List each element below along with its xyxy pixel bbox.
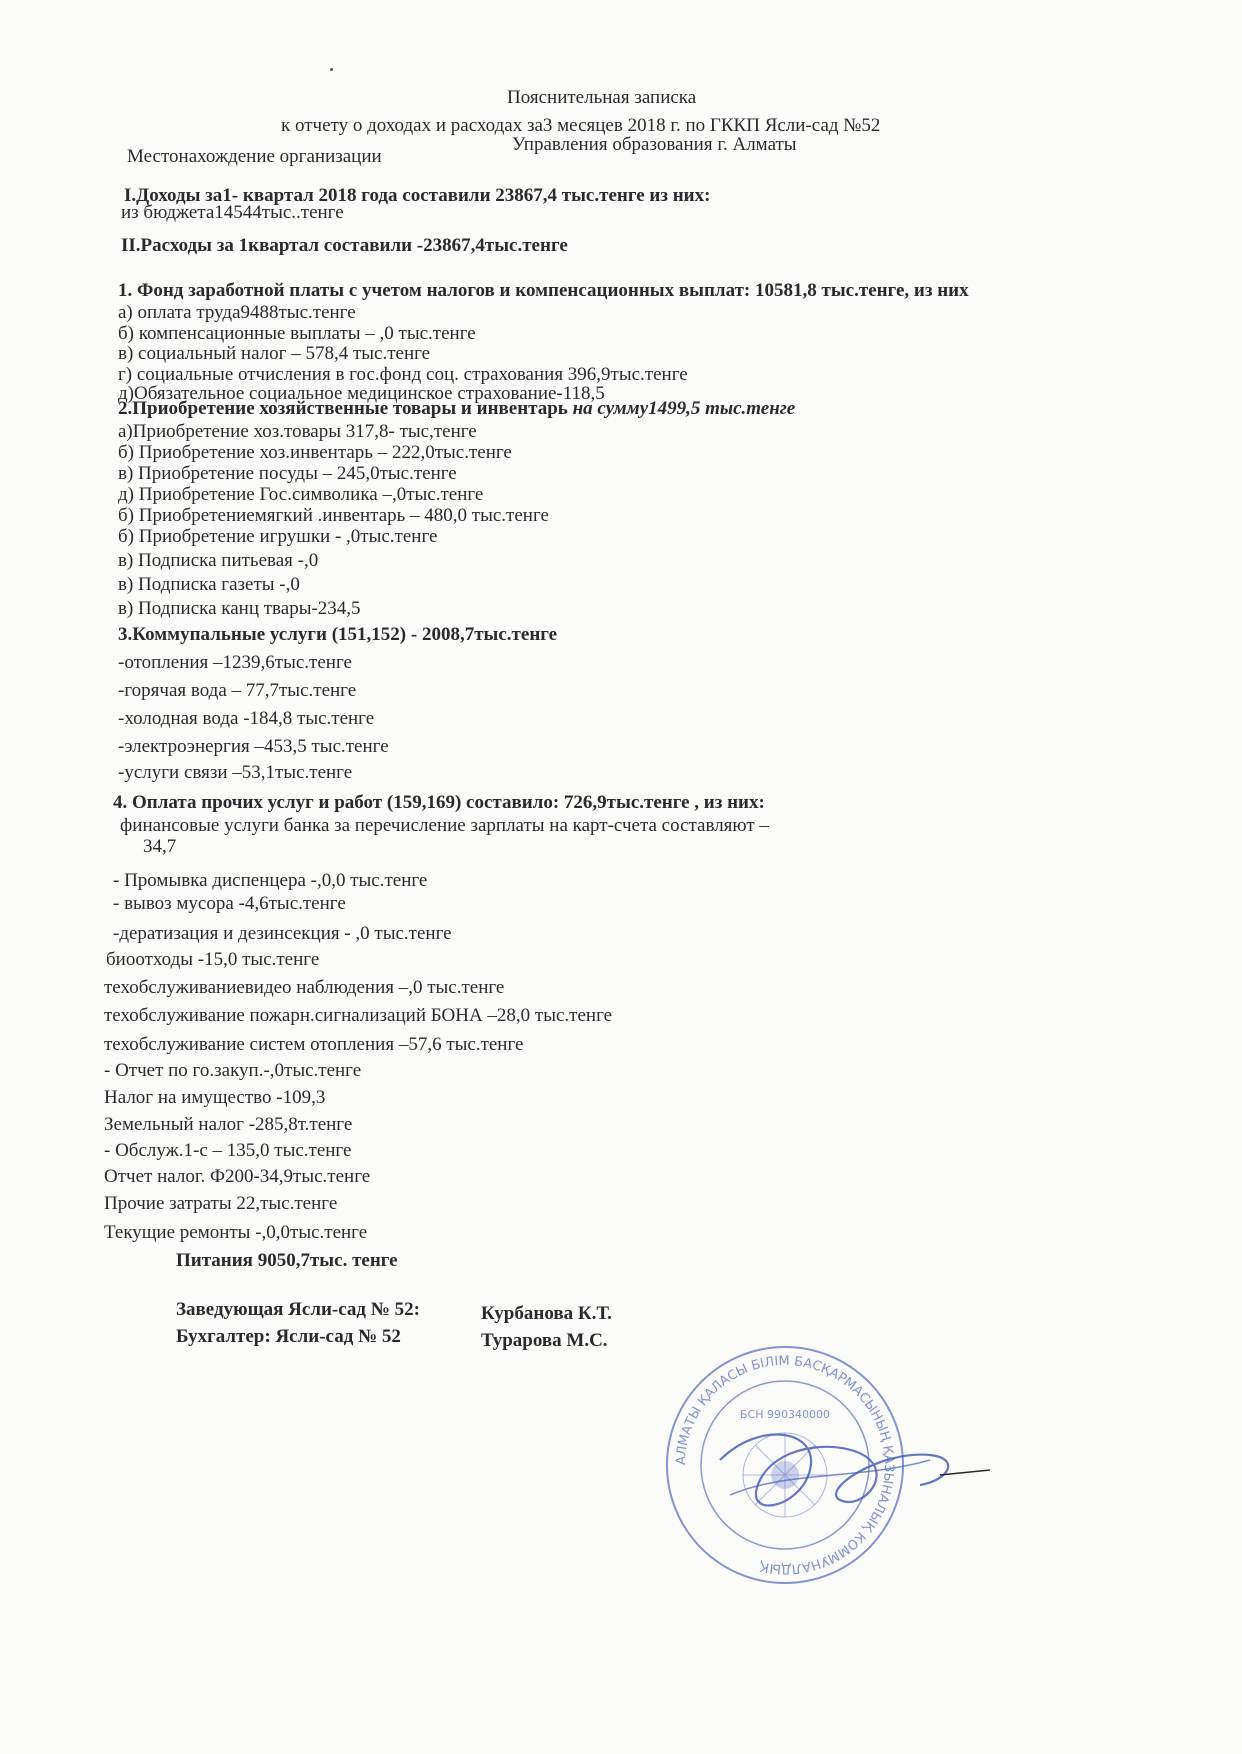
expenses-heading: II.Расходы за 1квартал составили -23867,4тыс.тенге	[121, 235, 568, 256]
stamp-ring-text: АЛМАТЫ ҚАЛАСЫ БІЛІМ БАСҚАРМАСЫНЫҢ ҚАЗЫНАЛЫҚ КОММУНАЛДЫҚ	[673, 1353, 897, 1577]
goods-item: в) Подписка канц твары-234,5	[118, 598, 361, 619]
document-title: Пояснительная записка	[507, 87, 697, 108]
other-item: Прочие затраты 22,тыс.тенге	[104, 1193, 338, 1214]
utilities-item: -отопления –1239,6тыс.тенге	[118, 652, 352, 673]
goods-item: б) Приобретениемягкий .инвентарь – 480,0 тыс.тенге	[118, 505, 549, 526]
document-subtitle: к отчету о доходах и расходах за3 месяцев 2018 г. по ГККП Ясли-сад №52	[281, 115, 881, 136]
income-heading: I.Доходы за1- квартал 2018 года составили 23867,4 тыс.тенге из них:	[124, 185, 711, 206]
goods-heading-main: 2.Приобретение хозяйственные товары и инвентарь	[118, 398, 568, 419]
other-heading: 4. Оплата прочих услуг и работ (159,169) составило: 726,9тыс.тенге , из них:	[113, 792, 765, 813]
payroll-item: а) оплата труда9488тыс.тенге	[118, 302, 356, 323]
other-item: техобслуживаниевидео наблюдения –,0 тыс.тенге	[104, 977, 505, 998]
other-item: Земельный налог -285,8т.тенге	[104, 1114, 353, 1135]
utilities-item: -услуги связи –53,1тыс.тенге	[118, 762, 353, 783]
other-item: -дератизация и дезинсекция - ,0 тыс.тенге	[113, 923, 452, 944]
accountant-name: Турарова М.С.	[481, 1330, 608, 1351]
other-item: техобслуживание пожарн.сигнализаций БОНА –28,0 тыс.тенге	[104, 1005, 613, 1026]
payroll-item: в) социальный налог – 578,4 тыс.тенге	[118, 343, 431, 364]
goods-item: в) Подписка газеты -,0	[118, 574, 300, 595]
goods-heading	[118, 398, 795, 420]
utilities-item: -горячая вода – 77,7тыс.тенге	[118, 680, 357, 701]
other-item: биоотходы -15,0 тыс.тенге	[106, 949, 320, 970]
payroll-item: б) компенсационные выплаты – ,0 тыс.тенге	[118, 323, 476, 344]
other-item: финансовые услуги банка за перечисление зарплаты на карт-счета составляют –	[120, 815, 769, 836]
head-name: Курбанова К.Т.	[481, 1303, 612, 1324]
other-item: - вывоз мусора -4,6тыс.тенге	[113, 893, 346, 914]
payroll-item: г) социальные отчисления в гос.фонд соц. страхования 396,9тыс.тенге	[118, 364, 688, 385]
goods-item: в) Подписка питьевая -,0	[118, 550, 319, 571]
head-role: Заведующая Ясли-сад № 52:	[176, 1299, 420, 1320]
other-item: Налог на имущество -109,3	[104, 1087, 326, 1108]
payroll-item: д)Обязательное социальное медицинское страхование-118,5	[118, 383, 605, 404]
scan-speck	[330, 68, 333, 71]
goods-item: б) Приобретение игрушки - ,0тыс.тенге	[118, 526, 438, 547]
income-budget: из бюджета14544тыс..тенге	[121, 202, 344, 223]
goods-item: д) Приобретение Гос.символика –,0тыс.тенге	[118, 484, 484, 505]
accountant-role: Бухгалтер: Ясли-сад № 52	[176, 1326, 401, 1347]
handwritten-signature-icon	[700, 1400, 1000, 1540]
other-item: техобслуживание систем отопления –57,6 тыс.тенге	[104, 1034, 524, 1055]
department-line: Управления образования г. Алматы	[512, 134, 797, 155]
utilities-item: -электроэнергия –453,5 тыс.тенге	[118, 736, 389, 757]
food-line: Питания 9050,7тыс. тенге	[176, 1250, 398, 1271]
other-item: 34,7	[143, 836, 177, 857]
goods-item: б) Приобретение хоз.инвентарь – 222,0тыс.тенге	[118, 442, 512, 463]
other-item: Текущие ремонты -,0,0тыс.тенге	[104, 1222, 368, 1243]
location-line: Местонахождение организации	[127, 146, 382, 167]
utilities-item: -холодная вода -184,8 тыс.тенге	[118, 708, 375, 729]
payroll-heading: 1. Фонд заработной платы с учетом налогов и компенсационных выплат: 10581,8 тыс.тенге, из них	[118, 280, 969, 301]
other-item: - Отчет по го.закуп.-,0тыс.тенге	[104, 1060, 362, 1081]
stamp-bin: БСН 990340000	[740, 1408, 830, 1421]
goods-item: в) Приобретение посуды – 245,0тыс.тенге	[118, 463, 457, 484]
utilities-heading: 3.Коммупальные услуги (151,152) - 2008,7тыс.тенге	[118, 624, 558, 645]
other-item: - Обслуж.1-с – 135,0 тыс.тенге	[104, 1140, 352, 1161]
other-item: Отчет налог. Ф200-34,9тыс.тенге	[104, 1166, 371, 1187]
other-item: - Промывка диспенцера -,0,0 тыс.тенге	[113, 870, 428, 891]
goods-item: а)Приобретение хоз.товары 317,8- тыс,тенге	[118, 421, 477, 442]
goods-heading-amount: на сумму1499,5 тыс.тенге	[567, 398, 796, 419]
